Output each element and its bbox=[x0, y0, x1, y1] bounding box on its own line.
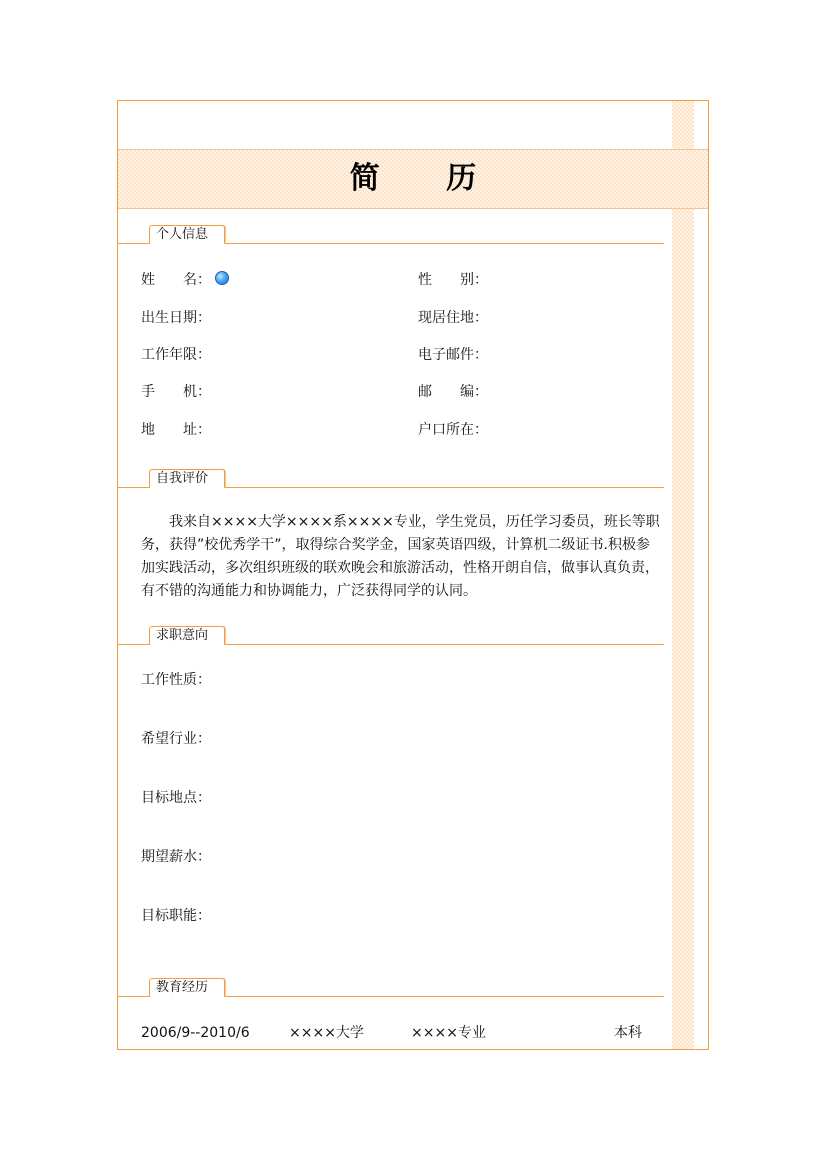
field-address: 地 址： bbox=[141, 422, 211, 438]
field-job-type: 工作性质： bbox=[141, 672, 211, 688]
education-period: 2006/9--2010/6 bbox=[141, 1025, 250, 1041]
section-tab-job-intent: 求职意向 bbox=[149, 626, 225, 645]
field-email: 电子邮件： bbox=[418, 347, 488, 363]
field-job-function: 目标职能： bbox=[141, 908, 211, 924]
self-evaluation-text: 我来自××××大学××××系××××专业，学生党员，历任学习委员，班长等职务，获得”校优秀学干”，取得综合奖学金，国家英语四级，计算机二级证书.积极参加实践活动，多次组织班级的联欢晚会和旅游活动，性格开朗自信，做事认真负责，有不错的沟通能力和协调能力，广泛获得同学的认同。 bbox=[141, 514, 660, 599]
document-title: 简 历 bbox=[349, 161, 505, 196]
field-postcode: 邮 编： bbox=[418, 384, 488, 400]
field-industry: 希望行业： bbox=[141, 731, 211, 747]
field-name: 姓 名： bbox=[141, 272, 211, 288]
field-salary: 期望薪水： bbox=[141, 849, 211, 865]
decorative-sidebar bbox=[672, 101, 694, 1049]
field-work-years: 工作年限： bbox=[141, 347, 211, 363]
education-school: ××××大学 bbox=[289, 1025, 364, 1041]
field-birthdate: 出生日期： bbox=[141, 310, 211, 326]
section-tab-self-eval: 自我评价 bbox=[149, 469, 225, 488]
education-degree: 本科 bbox=[614, 1025, 642, 1041]
field-mobile: 手 机： bbox=[141, 384, 211, 400]
title-banner bbox=[118, 149, 708, 209]
field-location: 目标地点： bbox=[141, 790, 211, 806]
avatar-icon bbox=[215, 271, 229, 285]
field-residence: 现居住地： bbox=[418, 310, 488, 326]
field-hukou: 户口所在： bbox=[418, 422, 488, 438]
section-tab-education: 教育经历 bbox=[149, 978, 225, 997]
resume-frame bbox=[117, 100, 709, 1050]
education-major: ××××专业 bbox=[411, 1025, 486, 1041]
section-tab-personal: 个人信息 bbox=[149, 225, 225, 244]
field-gender: 性 别： bbox=[418, 272, 488, 288]
